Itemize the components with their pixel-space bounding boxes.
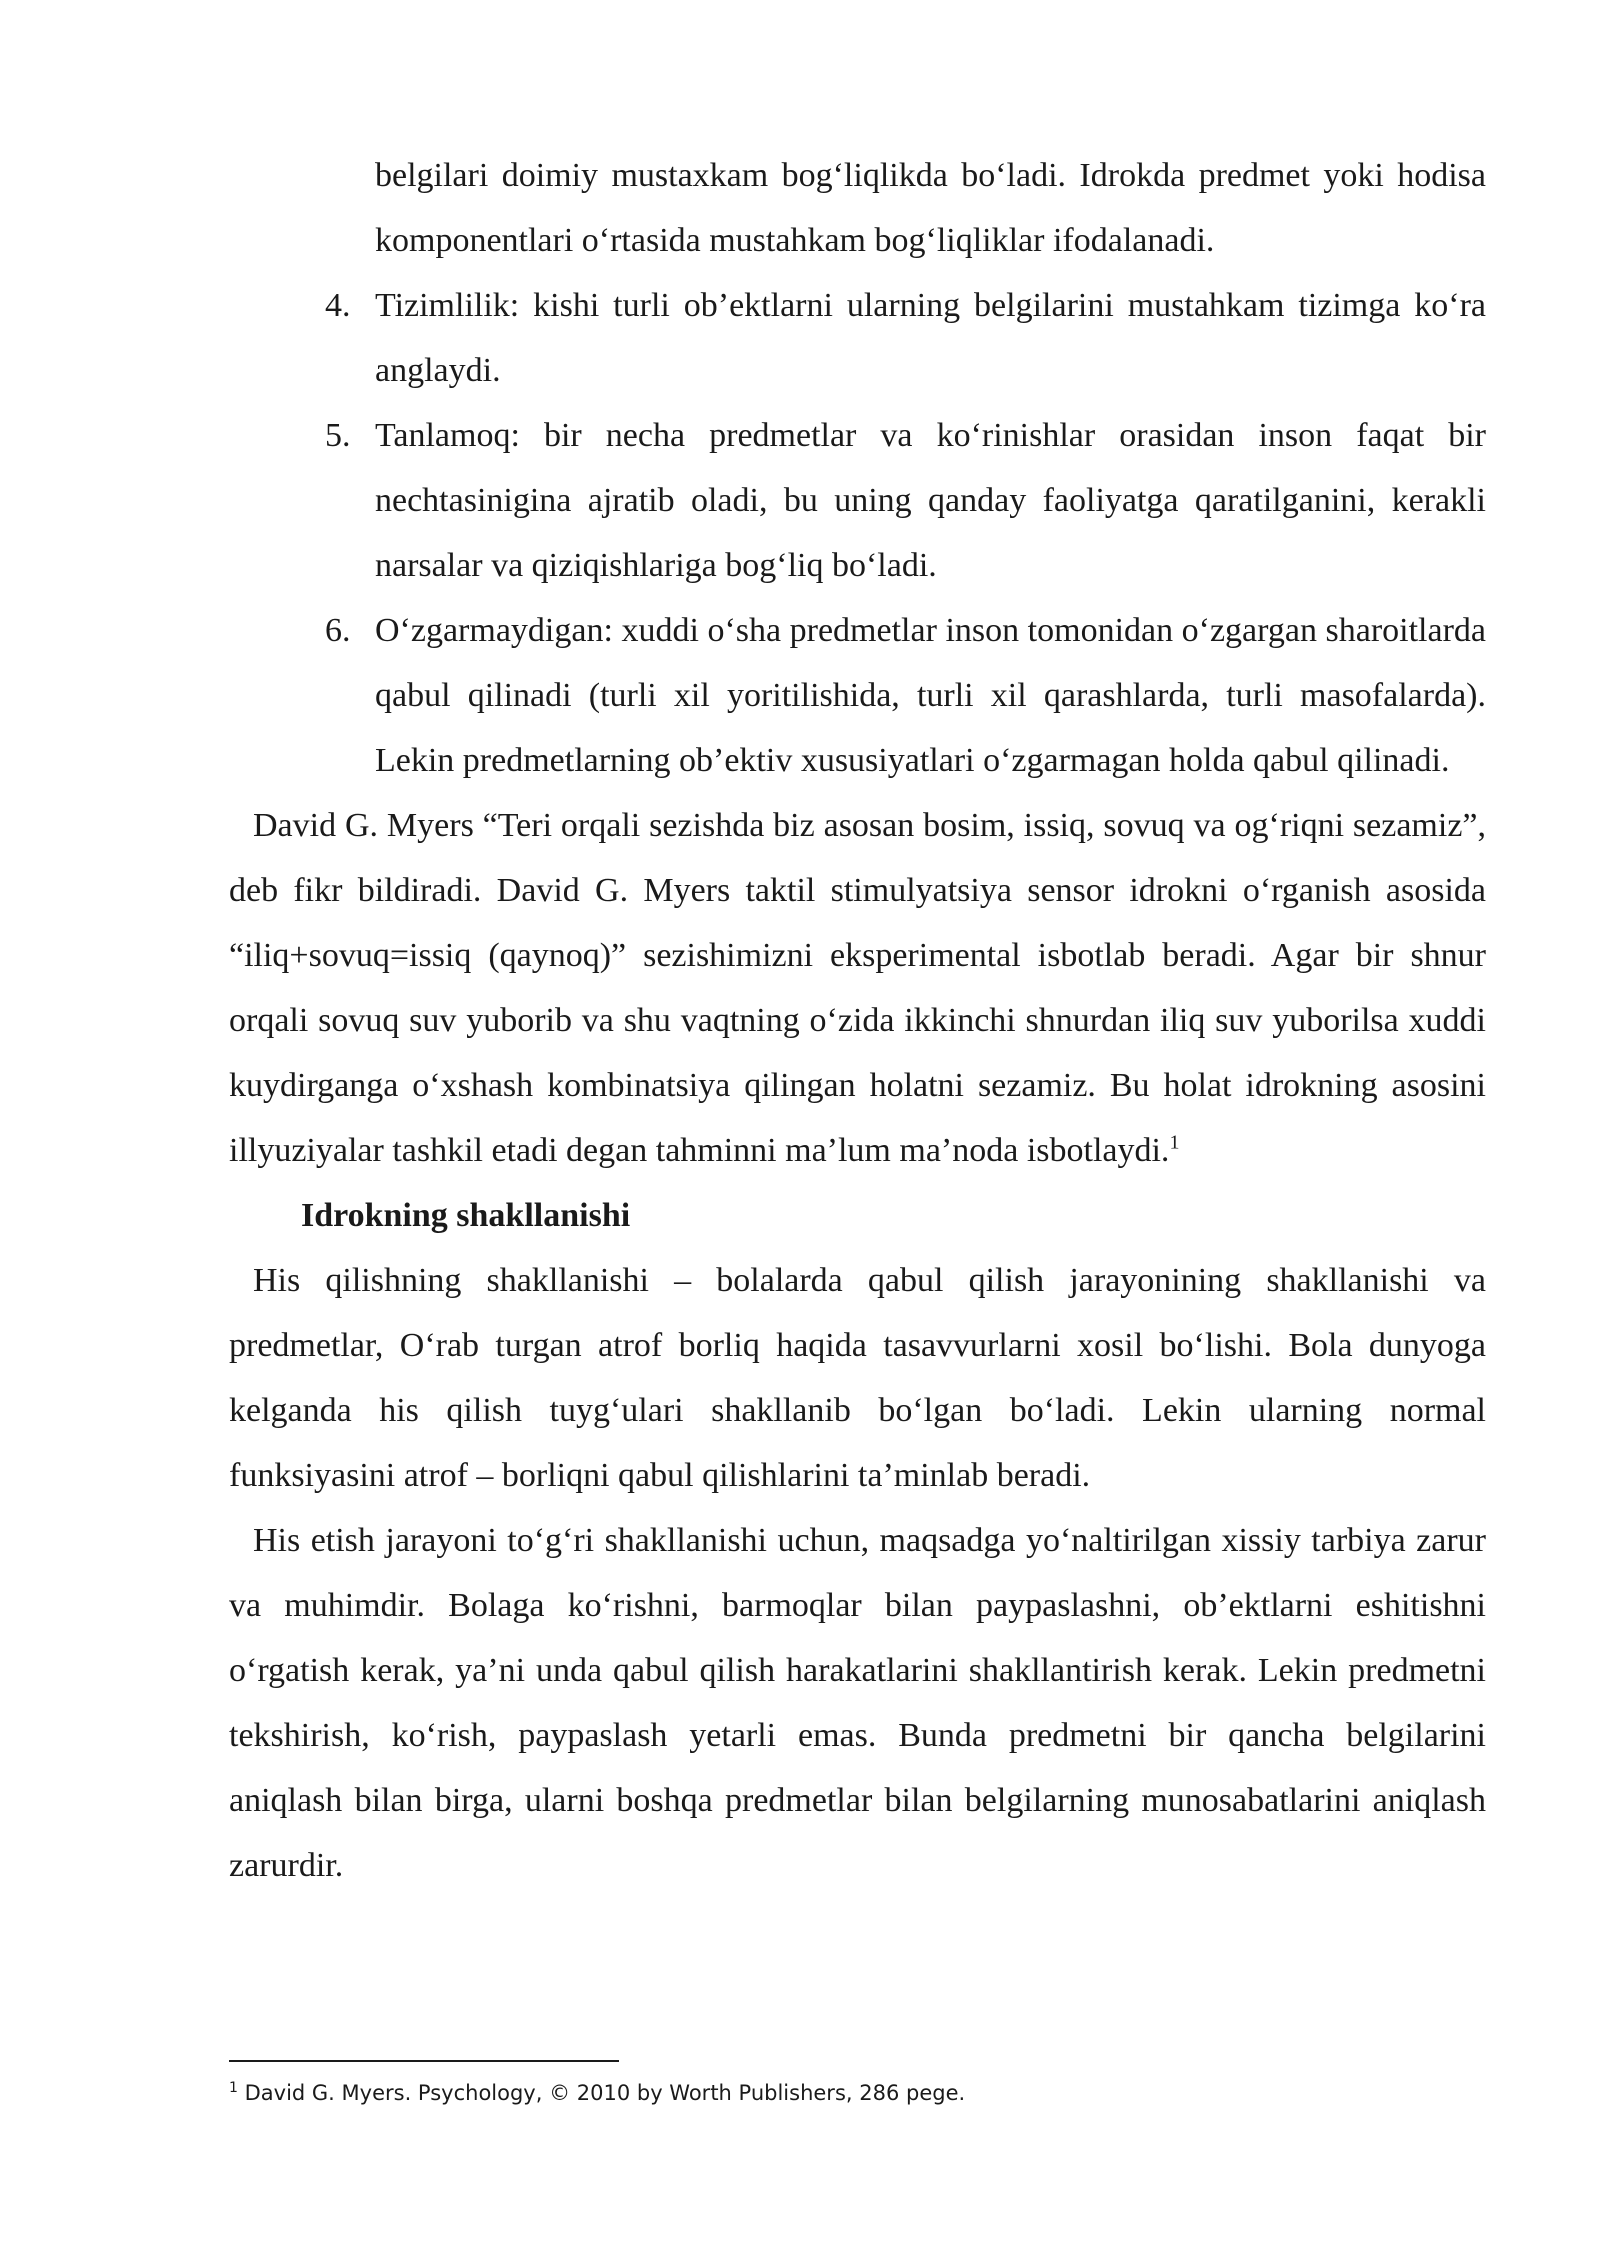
footnote [229,2078,1429,2108]
list-item-number: 6. [325,612,351,649]
list-item [229,598,1486,793]
footnote-separator [229,2060,619,2062]
list-item [229,403,1486,598]
footnote-reference[interactable]: 1 [1169,1131,1180,1154]
paragraph-formation: His qilishning shakllanishi – bolalarda qabul qilish jarayonining shakllanishi va predmetlar, O‘rab turgan atrof borliq haqida tasavvurlarni xosil bo‘lishi. Bola dunyoga kelganda his qilish tuyg‘ulari shakllanib bo‘lgan bo‘ladi. Lekin ularning normal funksiyasini atrof – borliqni qabul qilishlarini ta’minlab beradi. [229,1262,1486,1494]
list-item-text: Tizimlilik: kishi turli ob’ektlarni ularning belgilarini mustahkam tizimga ko‘ra anglaydi. [375,287,1486,389]
list-item-number: 4. [325,287,351,324]
list-item-text: Tanlamoq: bir necha predmetlar va ko‘rinishlar orasidan inson faqat bir nechtasinigina ajratib oladi, bu uning qanday faoliyatga qaratilganini, kerakli narsalar va qiziqishlariga bog‘liq bo‘ladi. [375,417,1486,584]
paragraph-myers [229,793,1486,1183]
list-item-text: O‘zgarmaydigan: xuddi o‘sha predmetlar inson tomonidan o‘zgargan sharoitlarda qabul qilinadi (turli xil yoritilishida, turli xil qarashlarda, turli masofalarda). Lekin predmetlarning ob’ektiv xususiyatlari o‘zgarmagan holda qabul qilinadi. [375,612,1486,779]
section-heading: Idrokning shakllanishi [301,1197,631,1234]
footnote-text: David G. Myers. Psychology, © 2010 by Worth Publishers, 286 pege. [237,2081,966,2105]
feature-list [229,273,1486,793]
list-item [229,273,1486,403]
paragraph-training: His etish jarayoni to‘g‘ri shakllanishi uchun, maqsadga yo‘naltirilgan xissiy tarbiya zarur va muhimdir. Bolaga ko‘rishni, barmoqlar bilan paypaslashni, ob’ektlarni eshitishni o‘rgatish kerak, ya’ni unda qabul qilish harakatlarini shakllantirish kerak. Lekin predmetni tekshirish, ko‘rish, paypaslash yetarli emas. Bunda predmetni bir qancha belgilarini aniqlash bilan birga, ularni boshqa predmetlar bilan belgilarning munosabatlarini aniqlash zarurdir. [229,1522,1486,1884]
list-item-number: 5. [325,417,351,454]
list-item-continuation: belgilari doimiy mustaxkam bog‘liqlikda bo‘ladi. Idrokda predmet yoki hodisa komponentlari o‘rtasida mustahkam bog‘liqliklar ifodalanadi. [375,157,1486,259]
footnote-mark: 1 [229,2080,238,2096]
paragraph-myers-text: David G. Myers “Teri orqali sezishda biz asosan bosim, issiq, sovuq va og‘riqni sezamiz”, deb fikr bildiradi. David G. Myers taktil stimulyatsiya sensor idrokni o‘rganish asosida “iliq+sovuq=issiq (qaynoq)” sezishimizni eksperimental isbotlab beradi. Agar bir shnur orqali sovuq suv yuborib va shu vaqtning o‘zida ikkinchi shnurdan iliq suv yuborilsa xuddi kuydirganga o‘xshash kombinatsiya qilingan holatni sezamiz. Bu holat idrokning asosini illyuziyalar tashkil etadi degan tahminni ma’lum ma’noda isbotlaydi. [229,807,1486,1169]
body-text [229,143,1486,1898]
